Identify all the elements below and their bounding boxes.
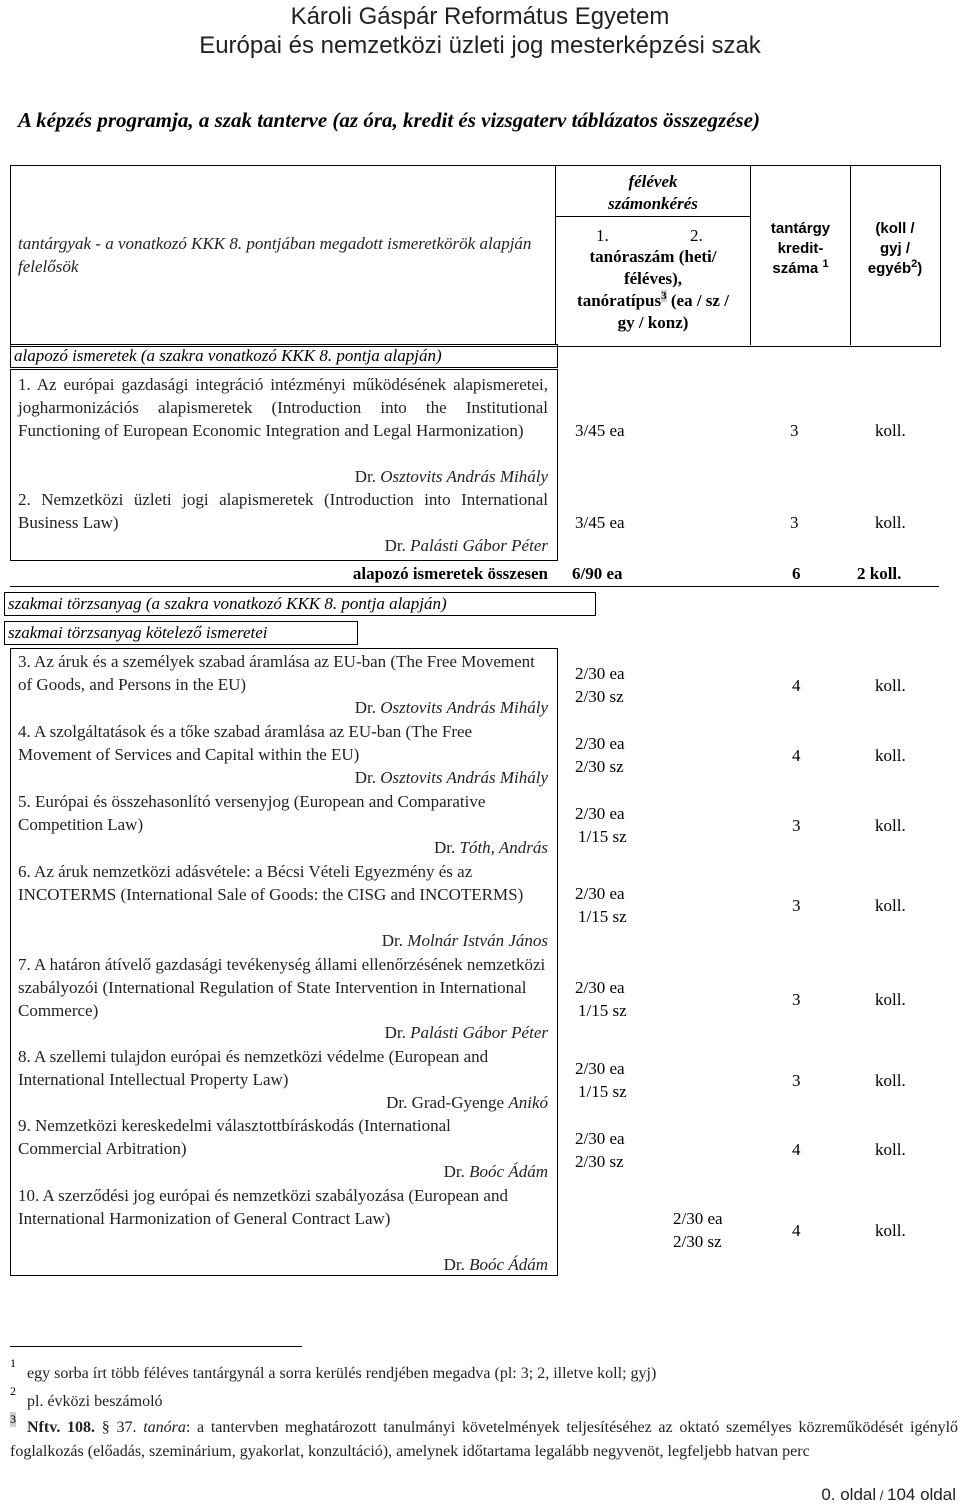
course-2-responsible	[18, 534, 548, 557]
course-9-title: 9. Nemzetközi kereskedelmi választottbíráskodás (International Commercial Arbitration)	[18, 1116, 451, 1158]
program-name: Európai és nemzetközi üzleti jog mesterképzési szak	[199, 32, 761, 59]
exam-label: számonkérés	[608, 194, 698, 213]
course-10-type: koll.	[875, 1221, 906, 1240]
course-6-credit: 3	[792, 896, 801, 915]
footnote-separator	[10, 1346, 302, 1347]
course-1-credit: 3	[790, 421, 799, 440]
course-1-type: koll.	[875, 421, 906, 440]
footnote-3-section: § 37.	[101, 1419, 144, 1436]
course-8-lecturer: Anikó	[508, 1093, 548, 1112]
course-5-responsible	[18, 836, 548, 859]
course-3-lecturer: Osztovits András Mihály	[380, 698, 548, 717]
course-6-hours-lecture: 2/30 ea	[575, 884, 625, 903]
course-5-credit: 3	[792, 816, 801, 835]
page-separator: /	[876, 1488, 887, 1503]
course-4-hours-seminar: 2/30 sz	[575, 757, 624, 776]
course-2-lecturer: Palásti Gábor Péter	[410, 536, 548, 555]
course-8-title: 8. A szellemi tulajdon európai és nemzetközi védelme (European and International Intellectual Property Law)	[18, 1047, 489, 1089]
hours-column-header	[556, 246, 750, 334]
subjects-lead: tantárgyak -	[18, 234, 106, 253]
footnote-3-definition: : a tantervben meghatározott tanulmányi követelmények teljesítéséhez az oktató személyes közreműködését igénylő foglalkozás (előadás, szeminárium, gyakorlat, konzultáció), amelynek időtartama legalább negyvenöt, legfeljebb hatvan perc	[10, 1419, 959, 1460]
course-2-credit: 3	[790, 513, 799, 532]
type-column-header	[851, 219, 939, 279]
course-4-title: 4. A szolgáltatások és a tőke szabad áramlása az EU-ban (The Free Movement of Services and Capital within the EU)	[18, 722, 473, 764]
course-5-hours-lecture: 2/30 ea	[575, 804, 625, 823]
course-7-credit: 3	[792, 990, 801, 1009]
credit-line-3	[751, 259, 850, 279]
header-divider	[555, 216, 750, 217]
footnote-ref-1: 1	[822, 258, 829, 270]
course-10-responsible	[18, 1253, 548, 1276]
course-6-title: 6. Az áruk nemzetközi adásvétele: a Bécsi Vételi Egyezmény és az INCOTERMS (International Sale of Goods: the CISG and INCOTERMS)	[18, 862, 524, 904]
university-name: Károli Gáspár Református Egyetem	[290, 3, 670, 30]
footnote-2-text: pl. évközi beszámoló	[27, 1393, 163, 1410]
course-5-type: koll.	[875, 816, 906, 835]
current-page: 0. oldal	[821, 1485, 877, 1504]
course-10-title: 10. A szerződési jog európai és nemzetközi szabályozása (European and International Harmonization of General Contract Law)	[18, 1186, 508, 1228]
footnote-1-text: egy sorba írt több féléves tantárgynál a sorra kerülés rendjében megadva (pl: 3; 2, illetve koll; gyj)	[27, 1365, 657, 1382]
footnote-ref-3: 3	[661, 290, 667, 303]
basic-total-label: alapozó ismeretek összesen	[352, 564, 548, 583]
course-4-type: koll.	[875, 746, 906, 765]
course-3-credit: 4	[792, 676, 801, 695]
course-6-lecturer: Molnár István János	[407, 931, 548, 950]
course-9-lecturer: Boóc Ádám	[469, 1162, 548, 1181]
course-1-lecturer: Osztovits András Mihály	[380, 467, 548, 486]
footnote-1-number: 1	[10, 1356, 16, 1370]
dr-prefix: Dr.	[354, 698, 381, 717]
type-other-label: egyéb	[867, 260, 912, 277]
footnote-3-term: tanóra	[143, 1419, 186, 1436]
credit-column-header	[751, 219, 850, 279]
footnote-3-text	[10, 1416, 958, 1464]
core-section-title: szakmai törzsanyag (a szakra vonatkozó KKK 8. pontja alapján)	[8, 594, 447, 613]
dr-prefix: Dr.	[443, 1162, 470, 1181]
course-7-hours-seminar: 1/15 sz	[578, 1001, 627, 1020]
course-10-hours-seminar: 2/30 sz	[673, 1232, 722, 1251]
dr-prefix: Dr.	[381, 931, 408, 950]
course-6-responsible	[18, 929, 548, 952]
course-6-hours-seminar: 1/15 sz	[578, 907, 627, 926]
course-3-title: 3. Az áruk és a személyek szabad áramlása az EU-ban (The Free Movement of Goods, and Persons in the EU)	[18, 652, 535, 694]
footnote-3-number: 3	[10, 1412, 16, 1426]
course-4-hours-lecture: 2/30 ea	[575, 734, 625, 753]
hours-line-3	[556, 290, 750, 312]
course-8-credit: 3	[792, 1071, 801, 1090]
footnote-ref-2: 2	[911, 258, 918, 270]
course-5-hours-seminar: 1/15 sz	[578, 827, 627, 846]
hours-line-4: gy / konz)	[617, 313, 689, 332]
hours-type-label: tanóratípus	[577, 291, 662, 310]
basic-total-hours: 6/90 ea	[572, 564, 623, 583]
course-7-title: 7. A határon átívelő gazdasági tevékenység állami ellenőrzésének nemzetközi szabályozói (International Regulation of State Intervention in International Commerce)	[18, 955, 546, 1020]
type-line-3	[851, 259, 939, 279]
course-8-type: koll.	[875, 1071, 906, 1090]
course-8-hours-lecture: 2/30 ea	[575, 1059, 625, 1078]
course-5-title: 5. Európai és összehasonlító versenyjog (European and Comparative Competition Law)	[18, 792, 486, 834]
dr-prefix: Dr.	[354, 768, 381, 787]
course-2-type: koll.	[875, 513, 906, 532]
hours-line-1: tanóraszám (heti/	[589, 247, 717, 266]
dr-prefix: Dr.	[434, 838, 460, 857]
course-1-title: 1. Az európai gazdasági integráció intézményi működésének alapismeretei, jogharmonizációs alapismeretek (Introduction into the Institutional Functioning of European Economic Integration and Legal Harmonization)	[18, 375, 548, 440]
course-4-credit: 4	[792, 746, 801, 765]
course-3-responsible	[18, 696, 548, 719]
semester-2-label: 2.	[690, 226, 703, 245]
hours-line-2: féléves),	[623, 269, 683, 288]
credit-count-label: száma	[772, 260, 823, 277]
course-3-hours-seminar: 2/30 sz	[575, 687, 624, 706]
course-1-responsible	[18, 465, 548, 488]
course-8-responsible	[18, 1091, 548, 1114]
course-6-type: koll.	[875, 896, 906, 915]
footnote-3-law: Nftv. 108.	[27, 1419, 96, 1436]
course-10-hours-lecture: 2/30 ea	[673, 1209, 723, 1228]
semesters-label: félévek	[628, 172, 678, 191]
semester-1-label: 1.	[596, 226, 609, 245]
credit-line-2: kredit-	[777, 240, 824, 257]
course-2-hours: 3/45 ea	[575, 513, 625, 532]
course-9-responsible	[18, 1160, 548, 1183]
dr-prefix: Dr. Grad-Gyenge	[386, 1093, 509, 1112]
core-mandatory-title: szakmai törzsanyag kötelező ismeretei	[8, 623, 268, 642]
course-8-hours-seminar: 1/15 sz	[578, 1082, 627, 1101]
footnote-2-number: 2	[10, 1384, 16, 1398]
document-title: A képzés programja, a szak tanterve (az óra, kredit és vizsgaterv táblázatos összegzése)	[18, 108, 760, 132]
total-pages: 104 oldal	[886, 1485, 956, 1504]
course-9-hours-seminar: 2/30 sz	[575, 1152, 624, 1171]
total-underline	[10, 586, 939, 587]
course-10-lecturer: Boóc Ádám	[469, 1255, 548, 1274]
dr-prefix: Dr.	[384, 1023, 411, 1042]
course-9-hours-lecture: 2/30 ea	[575, 1129, 625, 1148]
course-7-type: koll.	[875, 990, 906, 1009]
subjects-desc: a vonatkozó KKK 8. pontjában megadott ismeretkörök alapján	[105, 234, 532, 253]
course-10-credit: 4	[792, 1221, 801, 1240]
course-3-hours-lecture: 2/30 ea	[575, 664, 625, 683]
course-9-type: koll.	[875, 1140, 906, 1159]
course-7-hours-lecture: 2/30 ea	[575, 978, 625, 997]
course-4-responsible	[18, 766, 548, 789]
dr-prefix: Dr.	[384, 536, 411, 555]
course-1-hours: 3/45 ea	[575, 421, 625, 440]
course-7-responsible	[18, 1021, 548, 1044]
type-line-2: gyj /	[879, 240, 910, 257]
subjects-column-header	[18, 232, 538, 278]
course-3-type: koll.	[875, 676, 906, 695]
page-number	[821, 1484, 956, 1507]
course-2-title: 2. Nemzetközi üzleti jogi alapismeretek (Introduction into International Business Law)	[18, 490, 548, 532]
course-7-lecturer: Palásti Gábor Péter	[410, 1023, 548, 1042]
dr-prefix: Dr.	[354, 467, 381, 486]
basic-section-title: alapozó ismeretek (a szakra vonatkozó KKK 8. pontja alapján)	[14, 346, 442, 365]
dr-prefix: Dr.	[443, 1255, 470, 1274]
course-5-lecturer: Tóth, András	[459, 838, 548, 857]
type-close-paren: )	[917, 260, 923, 277]
course-4-lecturer: Osztovits András Mihály	[380, 768, 548, 787]
type-line-1: (koll /	[875, 220, 915, 237]
course-9-credit: 4	[792, 1140, 801, 1159]
credit-line-1: tantárgy	[770, 220, 831, 237]
responsible-label: felelősök	[18, 257, 79, 276]
hours-type-options: (ea / sz /	[666, 291, 729, 310]
basic-total-credit: 6	[792, 564, 801, 583]
basic-total-type: 2 koll.	[857, 564, 902, 583]
